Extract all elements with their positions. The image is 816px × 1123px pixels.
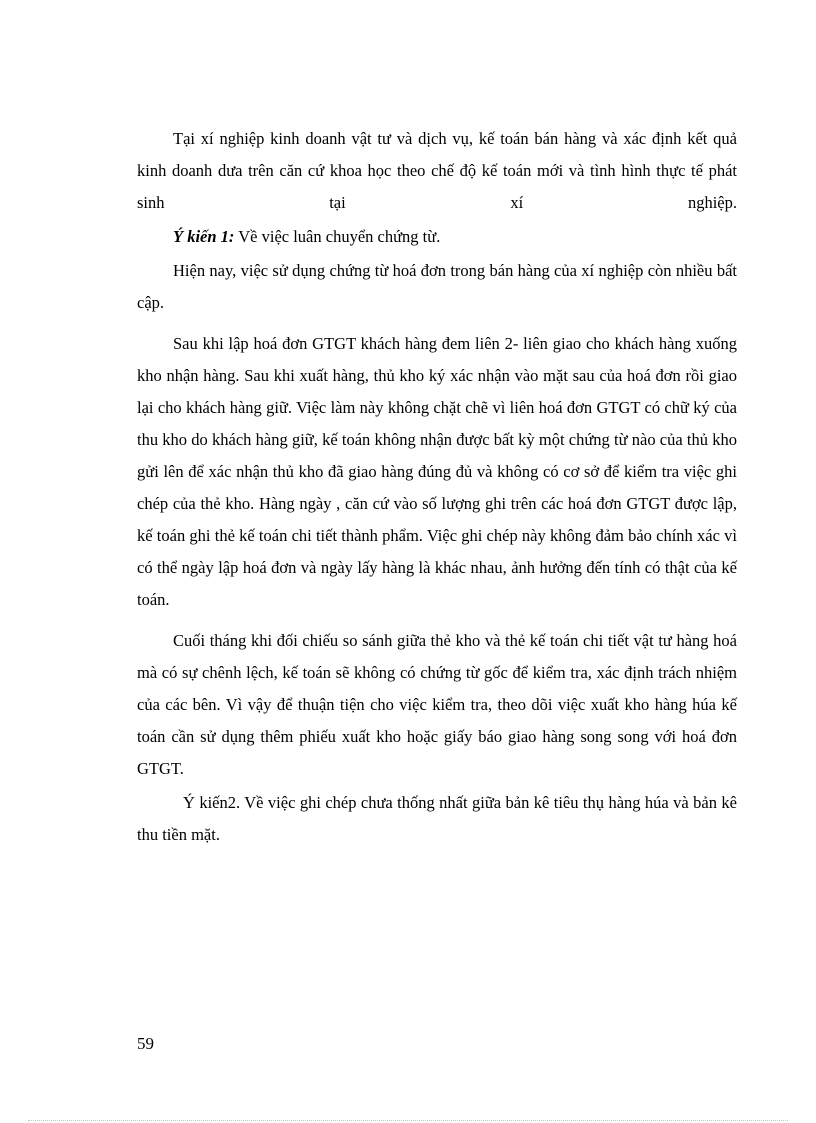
- opinion-1-heading: [137, 221, 737, 253]
- page-number: 59: [137, 1034, 154, 1053]
- footer-divider: [28, 1120, 788, 1121]
- page-body: [137, 123, 737, 851]
- opinion-2-paragraph: Ý kiến2. Về việc ghi chép chưa thống nhất giữa bản kê tiêu thụ hàng húa và bản kê thu tiền mặt.: [137, 793, 737, 844]
- paragraph-intro: Tại xí nghiệp kinh doanh vật tư và dịch vụ, kế toán bán hàng và xác định kết quả kinh doanh dưa trên căn cứ khoa học theo chế độ kế toán mới và tình hình thực tế phát sinh tại xí nghiệp.: [137, 129, 737, 212]
- paragraph-month-end: Cuối tháng khi đối chiếu so sánh giữa thẻ kho và thẻ kế toán chi tiết vật tư hàng hoá mà có sự chênh lệch, kế toán sẽ không có chứng từ gốc để kiểm tra, xác định trách nhiệm của các bên. Vì vậy để thuận tiện cho việc kiểm tra, theo dõi việc xuất kho hàng húa kế toán cần sử dụng thêm phiếu xuất kho hoặc giấy báo giao hàng song song với hoá đơn GTGT.: [137, 631, 737, 778]
- paragraph-invoice-process: Sau khi lập hoá đơn GTGT khách hàng đem liên 2- liên giao cho khách hàng xuống kho nhận hàng. Sau khi xuất hàng, thủ kho ký xác nhận vào mặt sau của hoá đơn rồi giao lại cho khách hàng giữ. Việc làm này không chặt chẽ vì liên hoá đơn GTGT có chữ ký của thu kho do khách hàng giữ, kế toán không nhận được bất kỳ một chứng từ nào của thủ kho gửi lên để xác nhận thủ kho đã giao hàng đúng đủ và không có cơ sở để kiểm tra việc ghi chép của thẻ kho. Hàng ngày , căn cứ vào số lượng ghi trên các hoá đơn GTGT được lập, kế toán ghi thẻ kế toán chi tiết thành phẩm. Việc ghi chép này không đảm bảo chính xác vì có thể ngày lập hoá đơn và ngày lấy hàng là khác nhau, ảnh hưởng đến tính có thật của kế toán.: [137, 334, 737, 609]
- opinion-1-label: Ý kiến 1:: [173, 227, 235, 246]
- paragraph-current-status: Hiện nay, việc sử dụng chứng từ hoá đơn trong bán hàng của xí nghiệp còn nhiều bất cập.: [137, 261, 737, 312]
- opinion-1-text: Về việc luân chuyển chứng từ.: [234, 227, 441, 246]
